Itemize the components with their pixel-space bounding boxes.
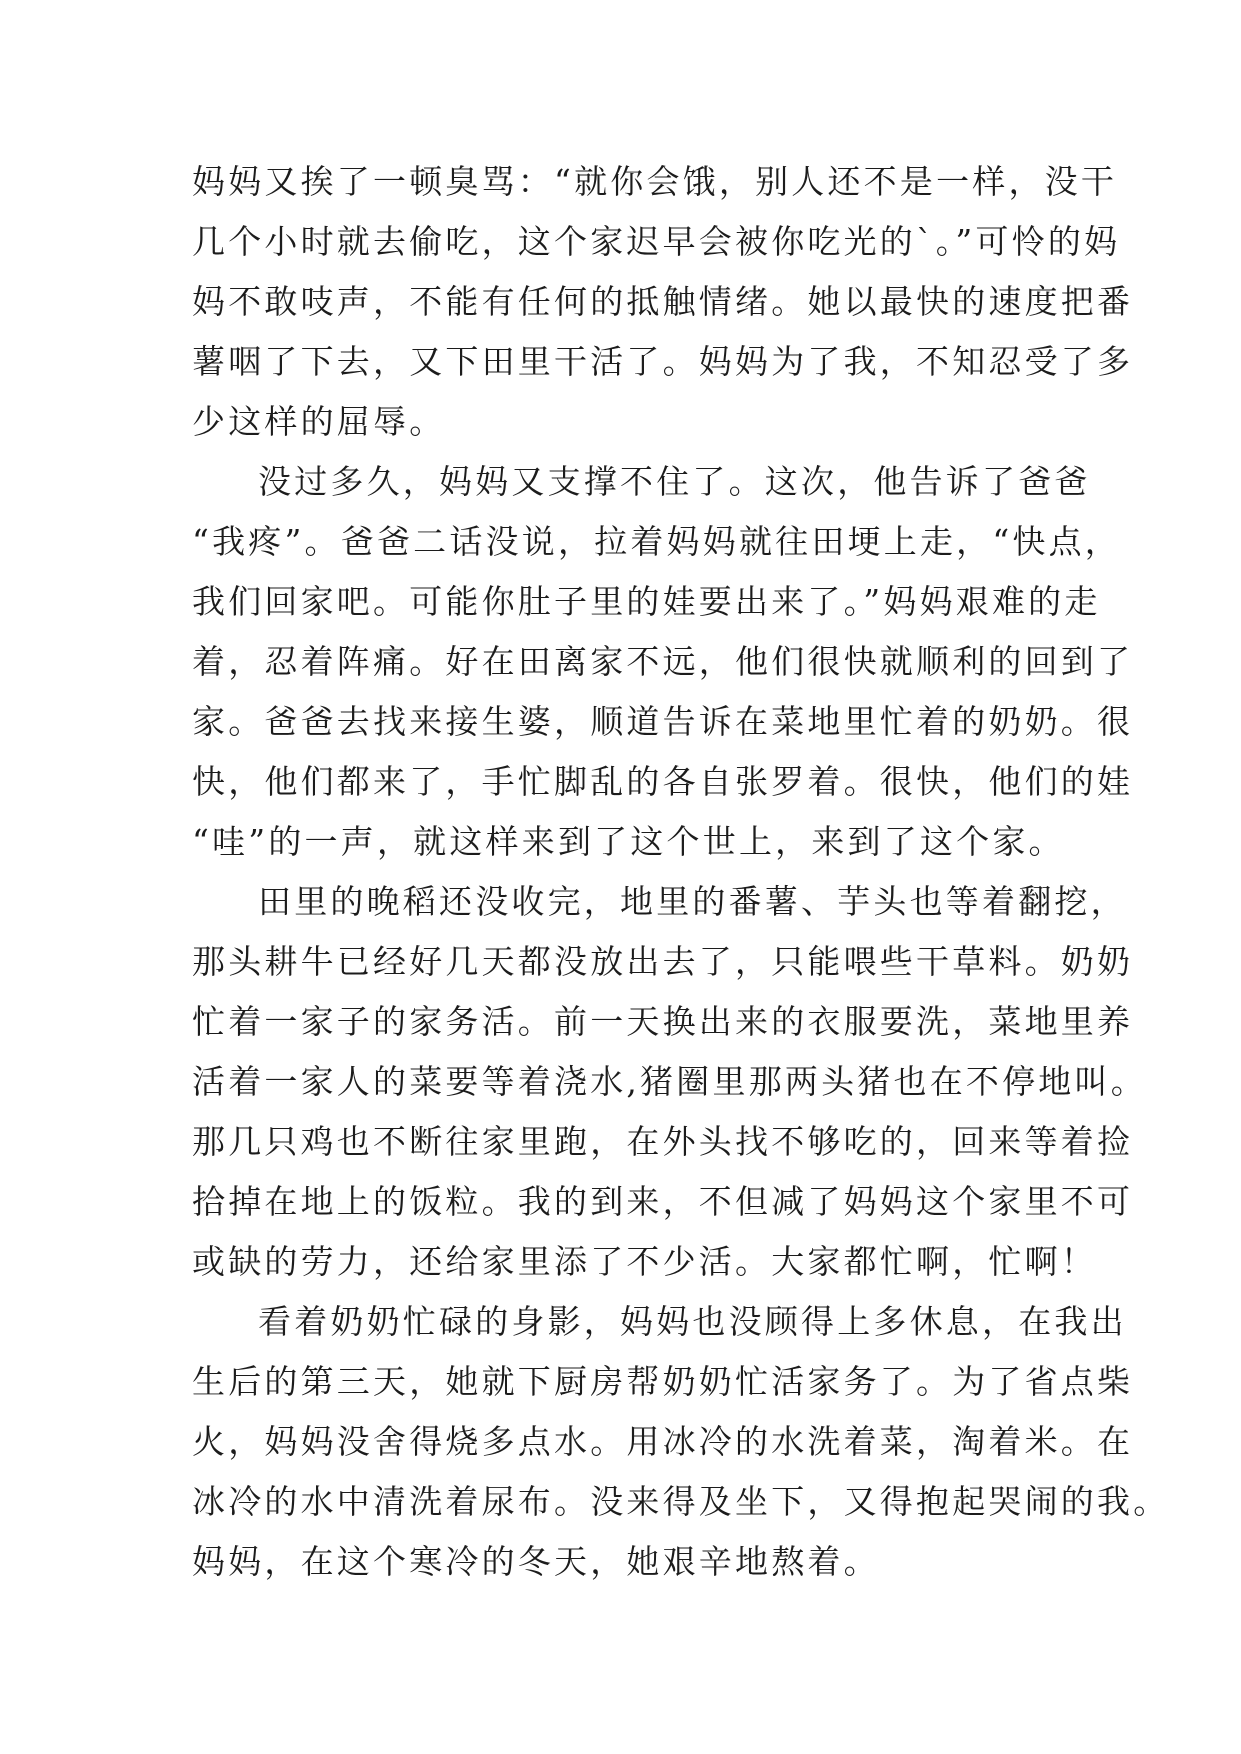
text-line: 冰冷的水中清洗着尿布。没来得及坐下，又得抱起哭闹的我。 xyxy=(192,1482,1170,1521)
paragraph-first-line: 看着奶奶忙碌的身影，妈妈也没顾得上多休息，在我出 xyxy=(258,1302,1127,1341)
text-line: 少这样的屈辱。 xyxy=(192,402,446,441)
text-line: 我们回家吧。可能你肚子里的娃要出来了。”妈妈艰难的走 xyxy=(192,582,1101,621)
paragraph-first-line: 田里的晚稻还没收完，地里的番薯、芋头也等着翻挖， xyxy=(258,882,1127,921)
body-text xyxy=(192,160,1170,1600)
text-line: 几个小时就去偷吃，这个家迟早会被你吃光的`。”可怜的妈 xyxy=(192,222,1121,261)
text-line: 薯咽了下去，又下田里干活了。妈妈为了我，不知忍受了多 xyxy=(192,342,1134,381)
text-line: “哇”的一声，就这样来到了这个世上，来到了这个家。 xyxy=(192,822,1065,861)
text-line: 或缺的劳力，还给家里添了不少活。大家都忙啊，忙啊！ xyxy=(192,1242,1097,1281)
text-line: 家。爸爸去找来接生婆，顺道告诉在菜地里忙着的奶奶。很 xyxy=(192,702,1134,741)
paragraph-first-line: 没过多久，妈妈又支撑不住了。这次，他告诉了爸爸 xyxy=(258,462,1091,501)
text-line: 忙着一家子的家务活。前一天换出来的衣服要洗，菜地里养 xyxy=(192,1002,1134,1041)
text-line: 妈妈，在这个寒冷的冬天，她艰辛地熬着。 xyxy=(192,1542,880,1581)
text-line: 快，他们都来了，手忙脚乱的各自张罗着。很快，他们的娃 xyxy=(192,762,1134,801)
text-line: 火，妈妈没舍得烧多点水。用冰冷的水洗着菜，淘着米。在 xyxy=(192,1422,1134,1461)
text-line: 拾掉在地上的饭粒。我的到来，不但减了妈妈这个家里不可 xyxy=(192,1182,1134,1221)
text-line: 妈不敢吱声，不能有任何的抵触情绪。她以最快的速度把番 xyxy=(192,282,1134,321)
text-line: 妈妈又挨了一顿臭骂：“就你会饿，别人还不是一样，没干 xyxy=(192,162,1118,201)
text-line: 那几只鸡也不断往家里跑，在外头找不够吃的，回来等着捡 xyxy=(192,1122,1134,1161)
text-line: 生后的第三天，她就下厨房帮奶奶忙活家务了。为了省点柴 xyxy=(192,1362,1134,1401)
text-line: “我疼”。爸爸二话没说，拉着妈妈就往田埂上走，“快点， xyxy=(192,522,1122,561)
text-line: 着，忍着阵痛。好在田离家不远，他们很快就顺利的回到了 xyxy=(192,642,1134,681)
text-line: 活着一家人的菜要等着浇水,猪圈里那两头猪也在不停地叫。 xyxy=(192,1062,1147,1101)
text-line: 那头耕牛已经好几天都没放出去了，只能喂些干草料。奶奶 xyxy=(192,942,1134,981)
